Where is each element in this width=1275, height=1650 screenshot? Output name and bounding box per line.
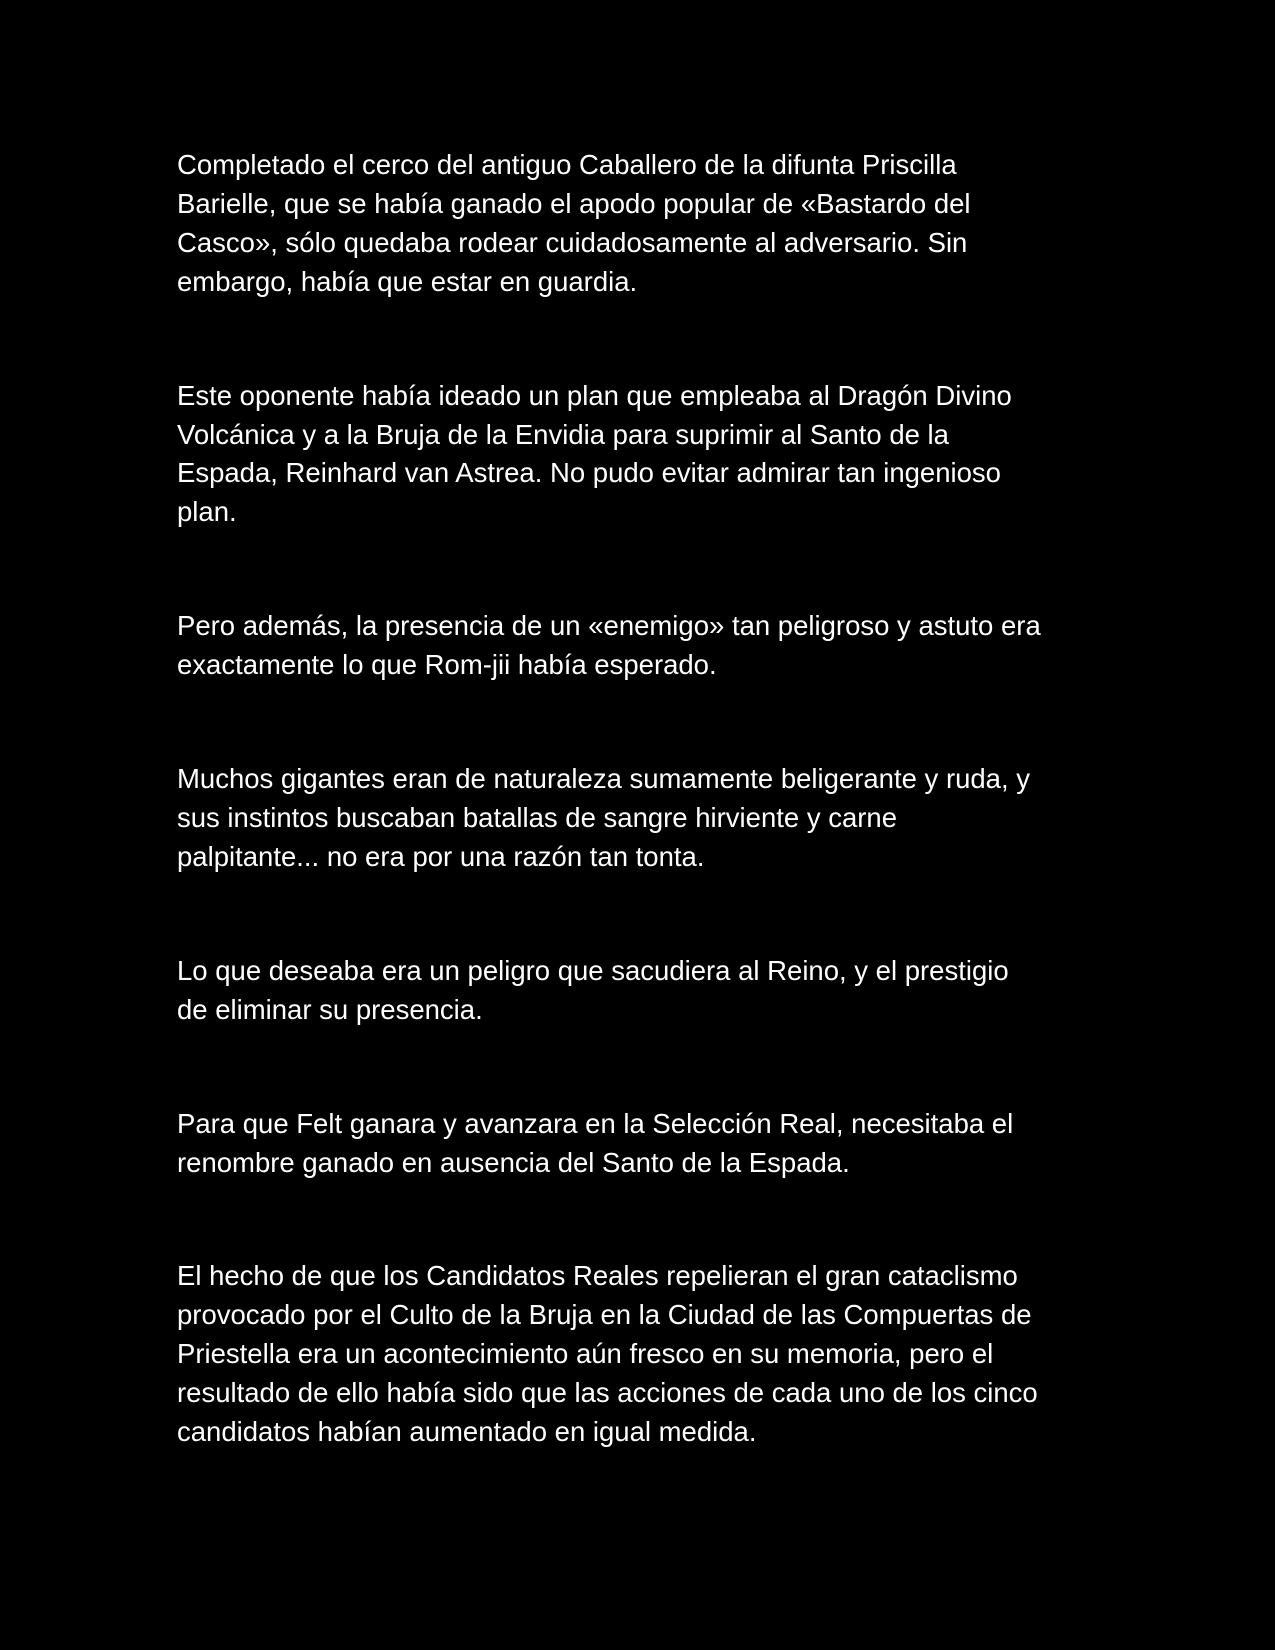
paragraph-1: Completado el cerco del antiguo Caballero de la difunta Priscilla Barielle, que se había ganado el apodo popular de «Bastardo del Casco», sólo quedaba rodear cuidadosamente al adversario. Sin embargo, había que estar en guardia. — [177, 149, 971, 297]
text-column — [177, 146, 1107, 1527]
paragraph-5: Lo que deseaba era un peligro que sacudiera al Reino, y el prestigio de eliminar su presencia. — [177, 954, 1009, 1025]
paragraph-7: El hecho de que los Candidatos Reales repelieran el gran cataclismo provocado por el Culto de la Bruja en la Ciudad de las Compuertas de Priestella era un acontecimiento aún fresco en su memoria, pero el resultado de ello había sido que las acciones de cada uno de los cinco candidatos habían aumentado en igual medida. — [177, 1260, 1038, 1448]
paragraph-6: Para que Felt ganara y avanzara en la Selección Real, necesitaba el renombre ganado en ausencia del Santo de la Espada. — [177, 1107, 1014, 1178]
paragraph-3: Pero además, la presencia de un «enemigo» tan peligroso y astuto era exactamente lo que Rom-jii había esperado. — [177, 610, 1041, 681]
paragraph-4: Muchos gigantes eran de naturaleza sumamente beligerante y ruda, y sus instintos buscaban batallas de sangre hirviente y carne palpitante... no era por una razón tan tonta. — [177, 763, 1031, 872]
paragraph-2: Este oponente había ideado un plan que empleaba al Dragón Divino Volcánica y a la Bruja de la Envidia para suprimir al Santo de la Espada, Reinhard van Astrea. No pudo evitar admirar tan ingenioso plan. — [177, 379, 1012, 528]
